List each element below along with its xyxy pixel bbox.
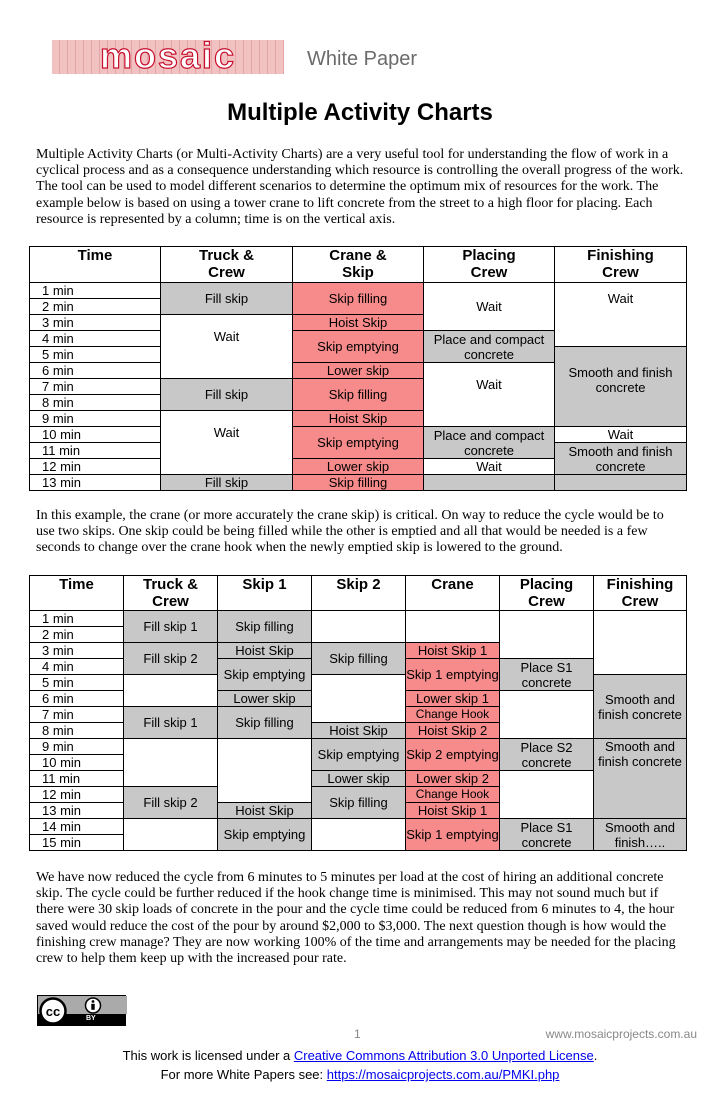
skip1-activity: Hoist Skip [218, 643, 312, 659]
license-link[interactable]: Creative Commons Attribution 3.0 Unported License [293, 1048, 594, 1063]
finishing-activity [555, 475, 687, 491]
placing-activity: Place and compact concrete [424, 331, 555, 363]
finishing-activity: Smooth and finish concrete [594, 675, 687, 739]
tagline: White Paper [307, 48, 418, 70]
middle-paragraph: In this example, the crane (or more accurately the crane skip) is critical. On way to reduce the cycle would be to use two skips. One skip could be being filled while the other is emptied and all that would be needed is a few seconds to change over the crane hook when the newly emptied skip is lowered to the ground. [36, 508, 664, 556]
crane-activity: Lower skip 1 [406, 691, 500, 707]
truck-activity: Fill skip 2 [124, 787, 218, 819]
finishing-activity: Wait [555, 427, 687, 443]
time-cell: 6 min [30, 363, 161, 379]
time-cell: 11 min [30, 771, 124, 787]
license-line [0, 1048, 720, 1063]
header-truck-crew: Truck & Crew [124, 576, 218, 611]
header-placing-crew: Placing Crew [424, 247, 555, 283]
crane-activity: Lower skip [293, 363, 424, 379]
placing-activity: Wait [424, 283, 555, 331]
crane-activity: Skip filling [293, 475, 424, 491]
more-prefix: For more White Papers see: [160, 1067, 327, 1082]
time-cell: 5 min [30, 675, 124, 691]
finishing-activity: Smooth and finish concrete [594, 739, 687, 819]
placing-activity: Place S1 concrete [500, 819, 594, 851]
crane-activity: Skip filling [293, 283, 424, 315]
more-papers-line [0, 1067, 720, 1082]
finishing-activity: Smooth and finish concrete [555, 443, 687, 475]
truck-activity: Fill skip 1 [124, 707, 218, 739]
time-cell: 10 min [30, 755, 124, 771]
finishing-activity [594, 611, 687, 675]
truck-activity [124, 675, 218, 707]
conclusion-paragraph: We have now reduced the cycle from 6 minutes to 5 minutes per load at the cost of hiring an additional concrete skip. The cycle could be further reduced if the hook change time is minimised. This may not sound much but if there were 30 skip loads of concrete in the pour and the cycle time could be reduced from 6 minutes to 4, the hour saved would reduce the cost of the pour by around $2,000 to $3,000. The next question though is how would the finishing crew manage? They are now working 100% of the time and arrangements may be needed for the placing crew to help them keep up with the increased pour rate. [36, 870, 676, 967]
crane-activity: Hoist Skip 2 [406, 723, 500, 739]
mosaic-logo [52, 35, 284, 76]
crane-activity: Hoist Skip 1 [406, 643, 500, 659]
truck-activity: Fill skip 1 [124, 611, 218, 643]
skip1-activity: Skip emptying [218, 659, 312, 691]
truck-activity: Fill skip 2 [124, 643, 218, 675]
skip2-activity: Lower skip [312, 771, 406, 787]
time-cell: 6 min [30, 691, 124, 707]
skip2-activity [312, 675, 406, 723]
finishing-activity: Smooth and finish….. [594, 819, 687, 851]
time-cell: 12 min [30, 787, 124, 803]
truck-activity: Fill skip [161, 379, 293, 411]
time-cell: 7 min [30, 707, 124, 723]
crane-activity: Hoist Skip [293, 315, 424, 331]
cc-icon: cc [45, 1004, 61, 1019]
skip2-activity: Skip filling [312, 643, 406, 675]
skip1-activity [218, 739, 312, 803]
skip1-activity: Skip filling [218, 707, 312, 739]
truck-activity: Wait [161, 411, 293, 475]
truck-activity: Fill skip [161, 475, 293, 491]
time-cell: 9 min [30, 739, 124, 755]
placing-activity [500, 691, 594, 739]
website-footer: www.mosaicprojects.com.au [545, 1027, 697, 1041]
placing-activity [424, 475, 555, 491]
truck-activity: Wait [161, 315, 293, 379]
crane-activity: Skip emptying [293, 427, 424, 459]
placing-activity: Place S2 concrete [500, 739, 594, 771]
time-cell: 10 min [30, 427, 161, 443]
time-cell: 7 min [30, 379, 161, 395]
crane-activity: Hoist Skip 1 [406, 803, 500, 819]
skip2-activity: Skip emptying [312, 739, 406, 771]
header-time: Time [30, 247, 161, 283]
truck-activity [124, 739, 218, 787]
time-cell: 2 min [30, 627, 124, 643]
time-cell: 15 min [30, 835, 124, 851]
crane-activity: Skip filling [293, 379, 424, 411]
time-cell: 8 min [30, 723, 124, 739]
cc-license-badge[interactable] [37, 995, 126, 1026]
crane-activity: Change Hook [406, 787, 500, 803]
crane-activity [406, 611, 500, 643]
time-cell: 1 min [30, 611, 124, 627]
time-cell: 2 min [30, 299, 161, 315]
placing-activity: Place and compact concrete [424, 427, 555, 459]
crane-activity: Lower skip 2 [406, 771, 500, 787]
time-cell: 3 min [30, 315, 161, 331]
header-skip-1: Skip 1 [218, 576, 312, 611]
activity-chart-single-skip [29, 246, 687, 491]
skip1-activity: Skip filling [218, 611, 312, 643]
time-cell: 11 min [30, 443, 161, 459]
header-time: Time [30, 576, 124, 611]
header-crane-skip: Crane & Skip [293, 247, 424, 283]
license-prefix: This work is licensed under a [122, 1048, 294, 1063]
skip1-activity: Hoist Skip [218, 803, 312, 819]
truck-activity [124, 819, 218, 851]
crane-activity: Hoist Skip [293, 411, 424, 427]
skip2-activity: Hoist Skip [312, 723, 406, 739]
finishing-activity: Wait [555, 283, 687, 347]
skip2-activity: Skip filling [312, 787, 406, 819]
page-number: 1 [354, 1027, 361, 1041]
time-cell: 9 min [30, 411, 161, 427]
time-cell: 13 min [30, 803, 124, 819]
skip2-activity [312, 819, 406, 851]
crane-activity: Skip emptying [293, 331, 424, 363]
time-cell: 5 min [30, 347, 161, 363]
finishing-activity: Smooth and finish concrete [555, 347, 687, 427]
skip1-activity: Lower skip [218, 691, 312, 707]
placing-activity: Wait [424, 363, 555, 427]
time-cell: 3 min [30, 643, 124, 659]
header-skip-2: Skip 2 [312, 576, 406, 611]
license-suffix: . [593, 1048, 598, 1063]
crane-activity: Lower skip [293, 459, 424, 475]
skip2-activity [312, 611, 406, 643]
page-title: Multiple Activity Charts [227, 99, 493, 126]
placing-activity: Wait [424, 459, 555, 475]
crane-activity: Skip 1 emptying [406, 659, 500, 691]
time-cell: 1 min [30, 283, 161, 299]
header-truck-crew: Truck & Crew [161, 247, 293, 283]
placing-activity [500, 771, 594, 819]
time-cell: 8 min [30, 395, 161, 411]
time-cell: 4 min [30, 659, 124, 675]
placing-activity: Place S1 concrete [500, 659, 594, 691]
crane-activity: Change Hook [406, 707, 500, 723]
time-cell: 4 min [30, 331, 161, 347]
header-finishing-crew: Finishing Crew [555, 247, 687, 283]
crane-activity: Skip 2 emptying [406, 739, 500, 771]
crane-activity: Skip 1 emptying [406, 819, 500, 851]
truck-activity: Fill skip [161, 283, 293, 315]
intro-paragraph: Multiple Activity Charts (or Multi-Activity Charts) are a very useful tool for understanding the flow of work in a cyclical process and as a consequence understanding which resource is controlling the overall progress of the work. The tool can be used to model different scenarios to determine the optimum mix of resources for the work. The example below is based on using a tower crane to lift concrete from the street to a high floor for placing. Each resource is represented by a column; time is on the vertical axis. [36, 147, 684, 227]
skip1-activity: Skip emptying [218, 819, 312, 851]
activity-chart-two-skips [29, 575, 687, 851]
by-label: BY [86, 1015, 96, 1022]
pmki-link[interactable]: https://mosaicprojects.com.au/PMKI.php [326, 1067, 560, 1082]
time-cell: 14 min [30, 819, 124, 835]
time-cell: 12 min [30, 459, 161, 475]
logo-text: mosaic [99, 35, 237, 76]
placing-activity [500, 611, 594, 659]
header-finishing-crew: Finishing Crew [594, 576, 687, 611]
header-crane: Crane [406, 576, 500, 611]
header-placing-crew: Placing Crew [500, 576, 594, 611]
time-cell: 13 min [30, 475, 161, 491]
